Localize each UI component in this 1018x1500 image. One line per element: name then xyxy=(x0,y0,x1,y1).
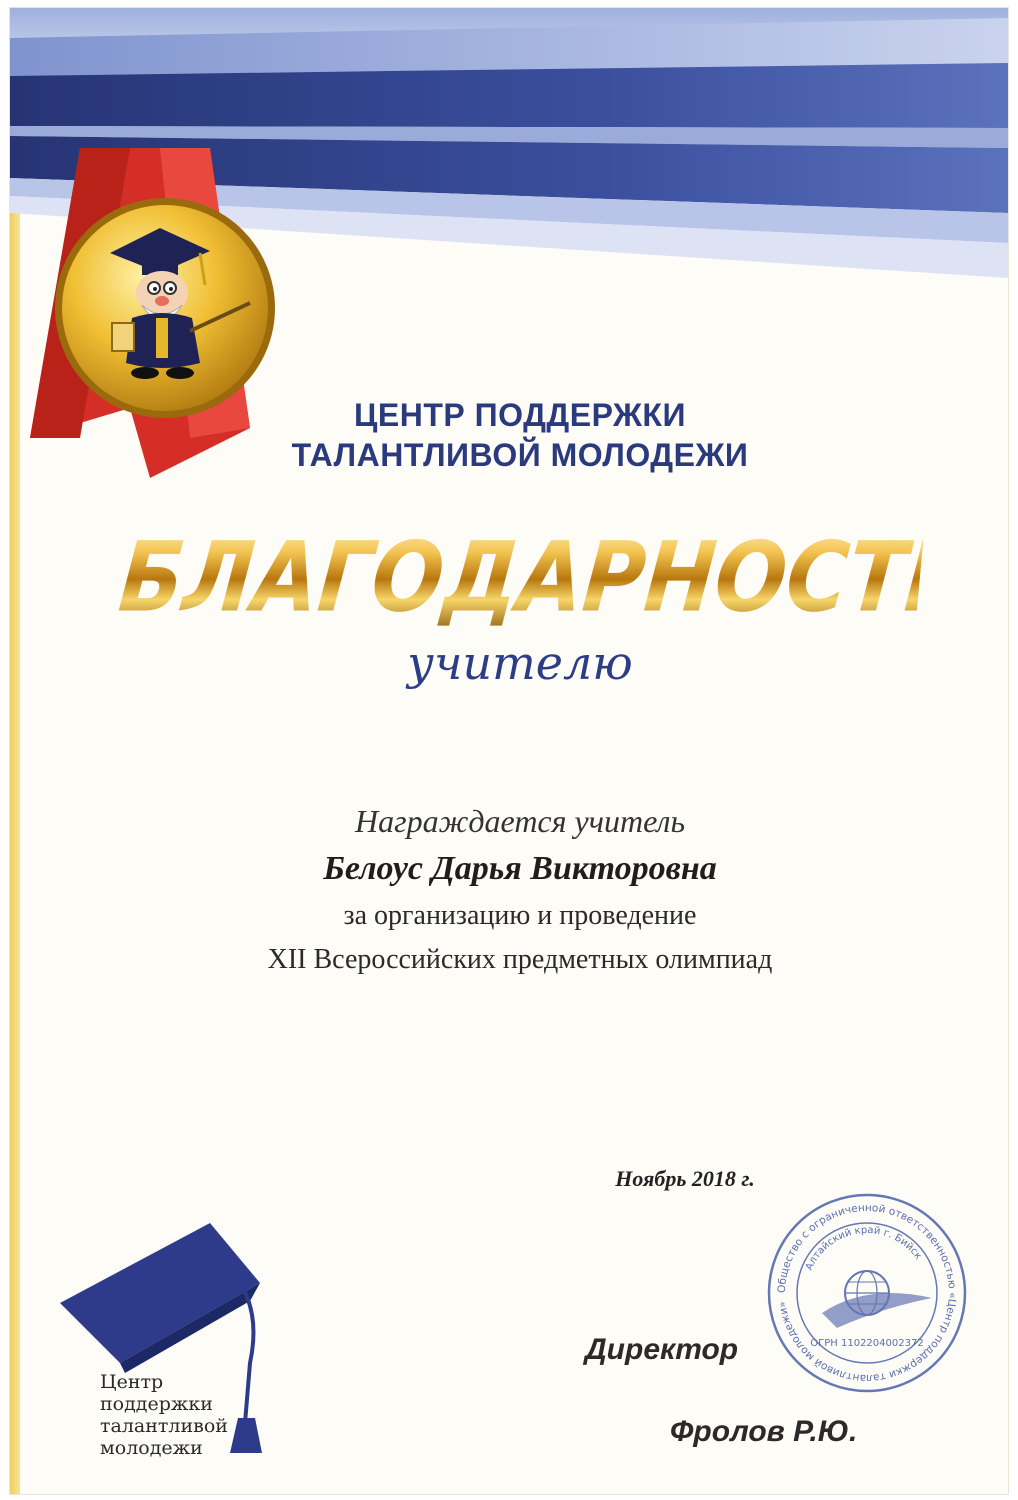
logo-text-line4: молодежи xyxy=(100,1437,203,1459)
signatory-name: Фролов Р.Ю. xyxy=(670,1415,858,1448)
recipient-name: Белоус Дарья Викторовна xyxy=(323,850,717,887)
stamp-ring-text: Общество с ограниченной ответственностью «Центр поддержки талантливой молодежи» xyxy=(775,1201,959,1385)
organization-name-line1: ЦЕНТР ПОДДЕРЖКИ xyxy=(354,397,686,433)
organization-name-line2: ТАЛАНТЛИВОЙ МОЛОДЕЖИ xyxy=(291,437,749,473)
certificate-heading: БЛАГОДАРНОСТЬ xyxy=(114,520,975,634)
certificate-subheading: учителю xyxy=(407,636,633,690)
globe-icon xyxy=(822,1271,932,1328)
certificate-page xyxy=(10,8,1008,1494)
stamp-inner-text: Алтайский край г. Бийск xyxy=(803,1224,924,1273)
award-reason-line2: XII Всероссийских предметных олимпиад xyxy=(267,944,773,975)
gold-medal-icon xyxy=(50,193,280,423)
stamp-ogrn: ОГРН 1102204002372 xyxy=(810,1338,924,1349)
signatory-title: Директор xyxy=(585,1333,739,1366)
award-reason-line1: за организацию и проведение xyxy=(343,900,697,931)
logo-text-line3: талантливой xyxy=(100,1415,228,1437)
official-stamp xyxy=(762,1188,972,1398)
award-line: Награждается учитель xyxy=(354,803,685,839)
svg-text:Алтайский край г. Бийск xyxy=(804,1225,924,1272)
logo-text-line1: Центр xyxy=(100,1371,164,1393)
logo-text-line2: поддержки xyxy=(100,1393,213,1415)
issue-date: Ноябрь 2018 г. xyxy=(615,1166,755,1191)
